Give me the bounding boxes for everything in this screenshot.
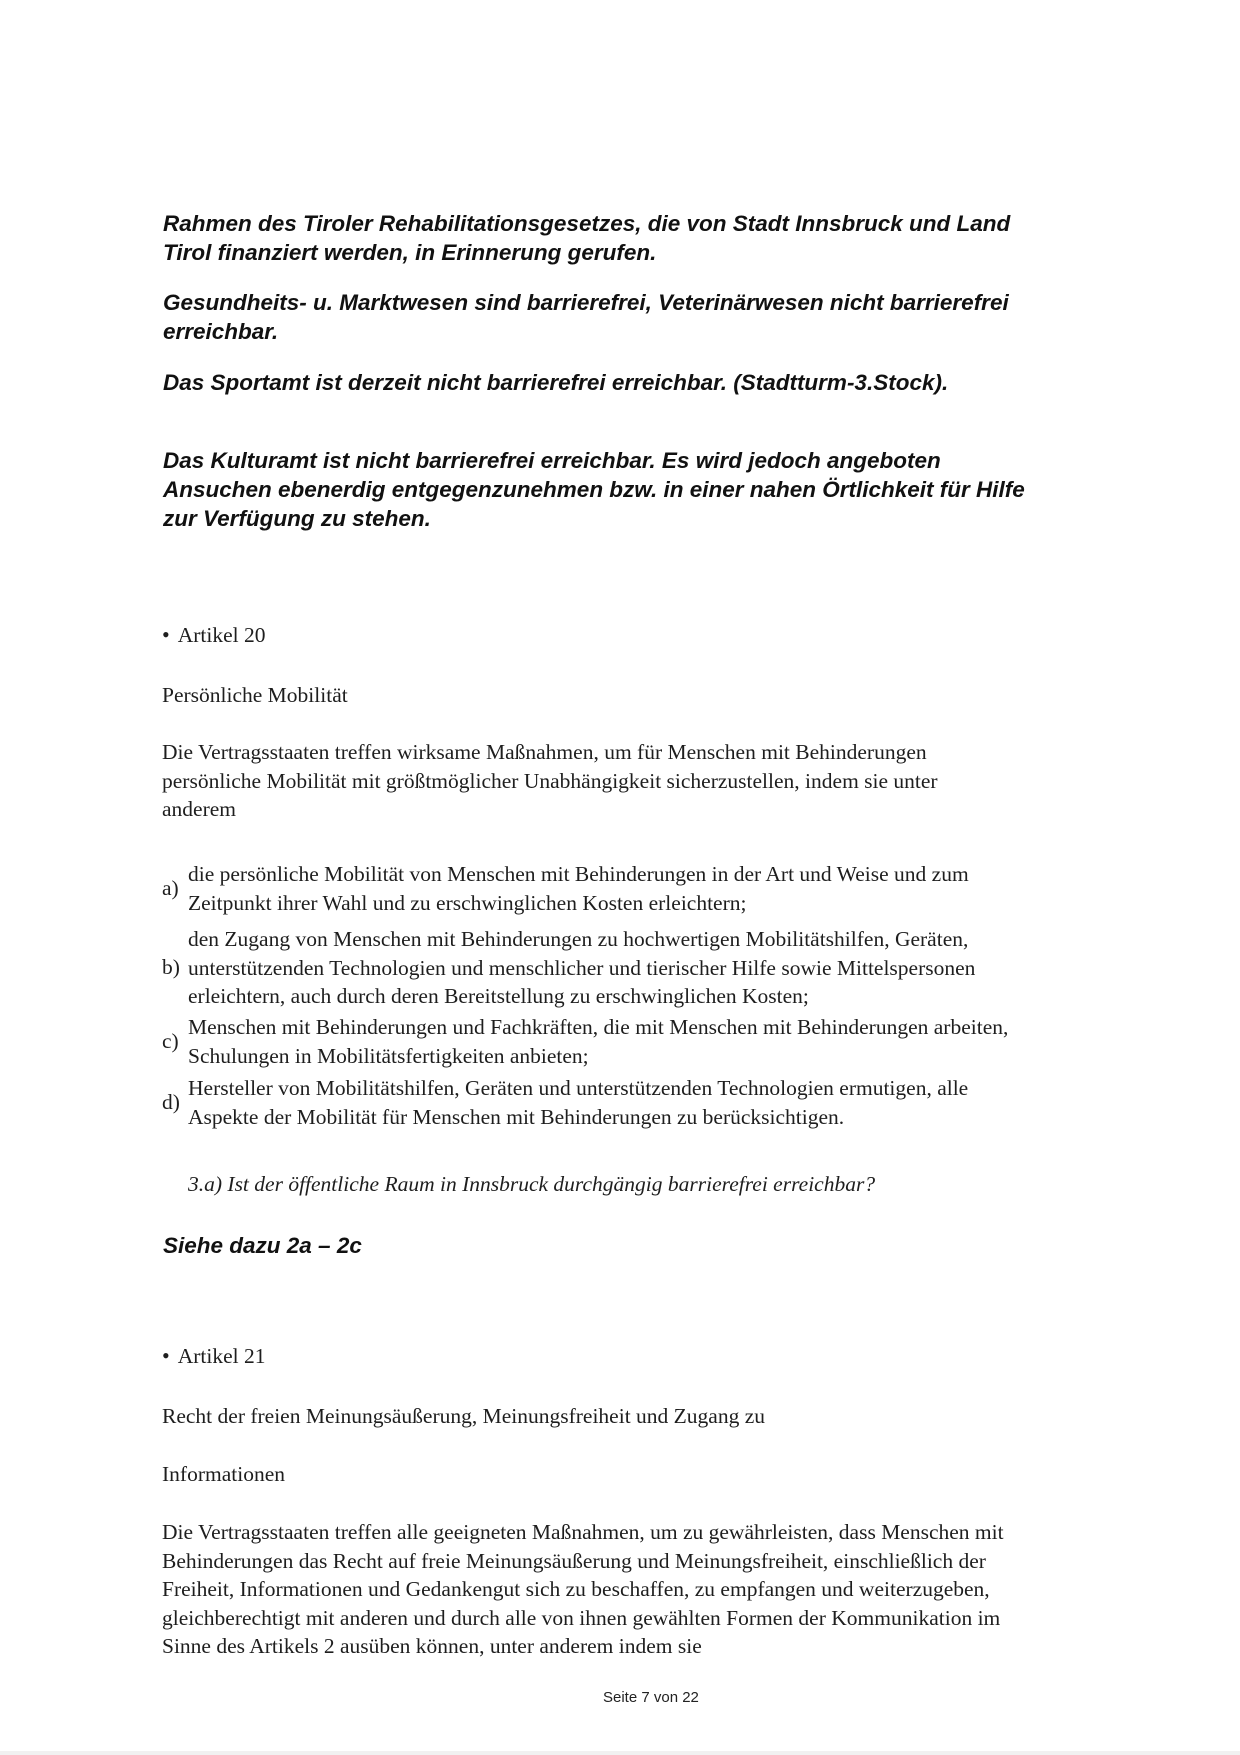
article-20-title: Persönliche Mobilität — [162, 683, 348, 707]
text-line: den Zugang von Menschen mit Behinderungen zu hochwertigen Mobilitätshilfen, Geräten, — [188, 927, 969, 951]
heading-text: Artikel 21 — [177, 1344, 266, 1368]
text-line: unterstützenden Technologien und menschlicher und tierischer Hilfe sowie Mittelspersonen — [188, 955, 976, 980]
text-line: gleichberechtigt mit anderen und durch alle von ihnen gewählten Formen der Kommunikation im — [162, 1605, 1001, 1630]
article-21-title-line1: Recht der freien Meinungsäußerung, Meinungsfreiheit und Zugang zu — [162, 1404, 766, 1428]
answer-paragraph-gesundheit — [163, 288, 1009, 346]
article-21-intro — [162, 1518, 1004, 1661]
text-line: Das Kulturamt ist nicht barrierefrei erreichbar. Es wird jedoch angeboten — [163, 448, 941, 473]
list-item-text — [188, 1013, 1008, 1070]
text-line: Schulungen in Mobilitätsfertigkeiten anbieten; — [188, 1043, 589, 1068]
answer-paragraph-kulturamt — [163, 446, 1025, 533]
text-line: erreichbar. — [163, 319, 279, 344]
answer-paragraph-sportamt — [163, 368, 948, 397]
list-marker: b) — [162, 955, 180, 979]
article-21-heading — [162, 1342, 265, 1371]
text-line: Sinne des Artikels 2 ausüben können, unter anderem indem sie — [162, 1634, 702, 1658]
list-item-text — [188, 860, 969, 917]
text-line: Gesundheits- u. Marktwesen sind barrierefrei, Veterinärwesen nicht barrierefrei — [163, 290, 1009, 315]
text-line: Rahmen des Tiroler Rehabilitationsgesetzes, die von Stadt Innsbruck und Land — [163, 211, 1011, 236]
article-20-intro — [162, 738, 938, 824]
list-marker: c) — [162, 1029, 179, 1053]
bullet-icon: • — [162, 1343, 170, 1368]
text-line: anderem — [162, 797, 237, 821]
text-line: Die Vertragsstaaten treffen wirksame Maßnahmen, um für Menschen mit Behinderungen — [162, 740, 927, 764]
text-line: Hersteller von Mobilitätshilfen, Geräten und unterstützenden Technologien ermutigen, alle — [188, 1076, 969, 1100]
text-line: Tirol finanziert werden, in Erinnerung gerufen. — [163, 240, 657, 265]
answer-see-2a-2c: Siehe dazu 2a – 2c — [163, 1233, 362, 1258]
text-line: die persönliche Mobilität von Menschen mit Behinderungen in der Art und Weise und zum — [188, 862, 969, 886]
question-3a: 3.a) Ist der öffentliche Raum in Innsbruck durchgängig barrierefrei erreichbar? — [188, 1172, 876, 1196]
list-item-text — [188, 925, 975, 1011]
heading-text: Artikel 20 — [177, 623, 266, 647]
text-line: Das Sportamt ist derzeit nicht barrierefrei erreichbar. (Stadtturm-3.Stock). — [163, 370, 949, 395]
bullet-icon: • — [162, 622, 170, 647]
page-number: Seite 7 von 22 — [603, 1689, 699, 1706]
text-line: zur Verfügung zu stehen. — [163, 506, 431, 531]
page-edge — [0, 1751, 1240, 1755]
article-21-title-line2: Informationen — [162, 1462, 285, 1486]
list-marker: a) — [162, 876, 179, 900]
text-line: Freiheit, Informationen und Gedankengut sich zu beschaffen, zu empfangen und weiterzugeben, — [162, 1577, 990, 1601]
list-marker: d) — [162, 1090, 180, 1114]
answer-paragraph-rehab — [163, 209, 1010, 267]
text-line: Menschen mit Behinderungen und Fachkräften, die mit Menschen mit Behinderungen arbeiten, — [188, 1015, 1009, 1039]
text-line: Zeitpunkt ihrer Wahl und zu erschwinglichen Kosten erleichtern; — [188, 890, 747, 915]
article-20-heading — [162, 621, 265, 650]
text-line: Behinderungen das Recht auf freie Meinungsäußerung und Meinungsfreiheit, einschließlich der — [162, 1548, 986, 1573]
text-line: erleichtern, auch durch deren Bereitstellung zu erschwinglichen Kosten; — [188, 984, 809, 1008]
text-line: Aspekte der Mobilität für Menschen mit Behinderungen zu berücksichtigen. — [188, 1104, 845, 1129]
list-item-text — [188, 1074, 968, 1131]
text-line: Ansuchen ebenerdig entgegenzunehmen bzw. in einer nahen Örtlichkeit für Hilfe — [163, 477, 1025, 502]
text-line: Die Vertragsstaaten treffen alle geeigneten Maßnahmen, um zu gewährleisten, dass Menschen mit — [162, 1520, 1004, 1544]
text-line: persönliche Mobilität mit größtmöglicher Unabhängigkeit sicherzustellen, indem sie unter — [162, 768, 938, 793]
